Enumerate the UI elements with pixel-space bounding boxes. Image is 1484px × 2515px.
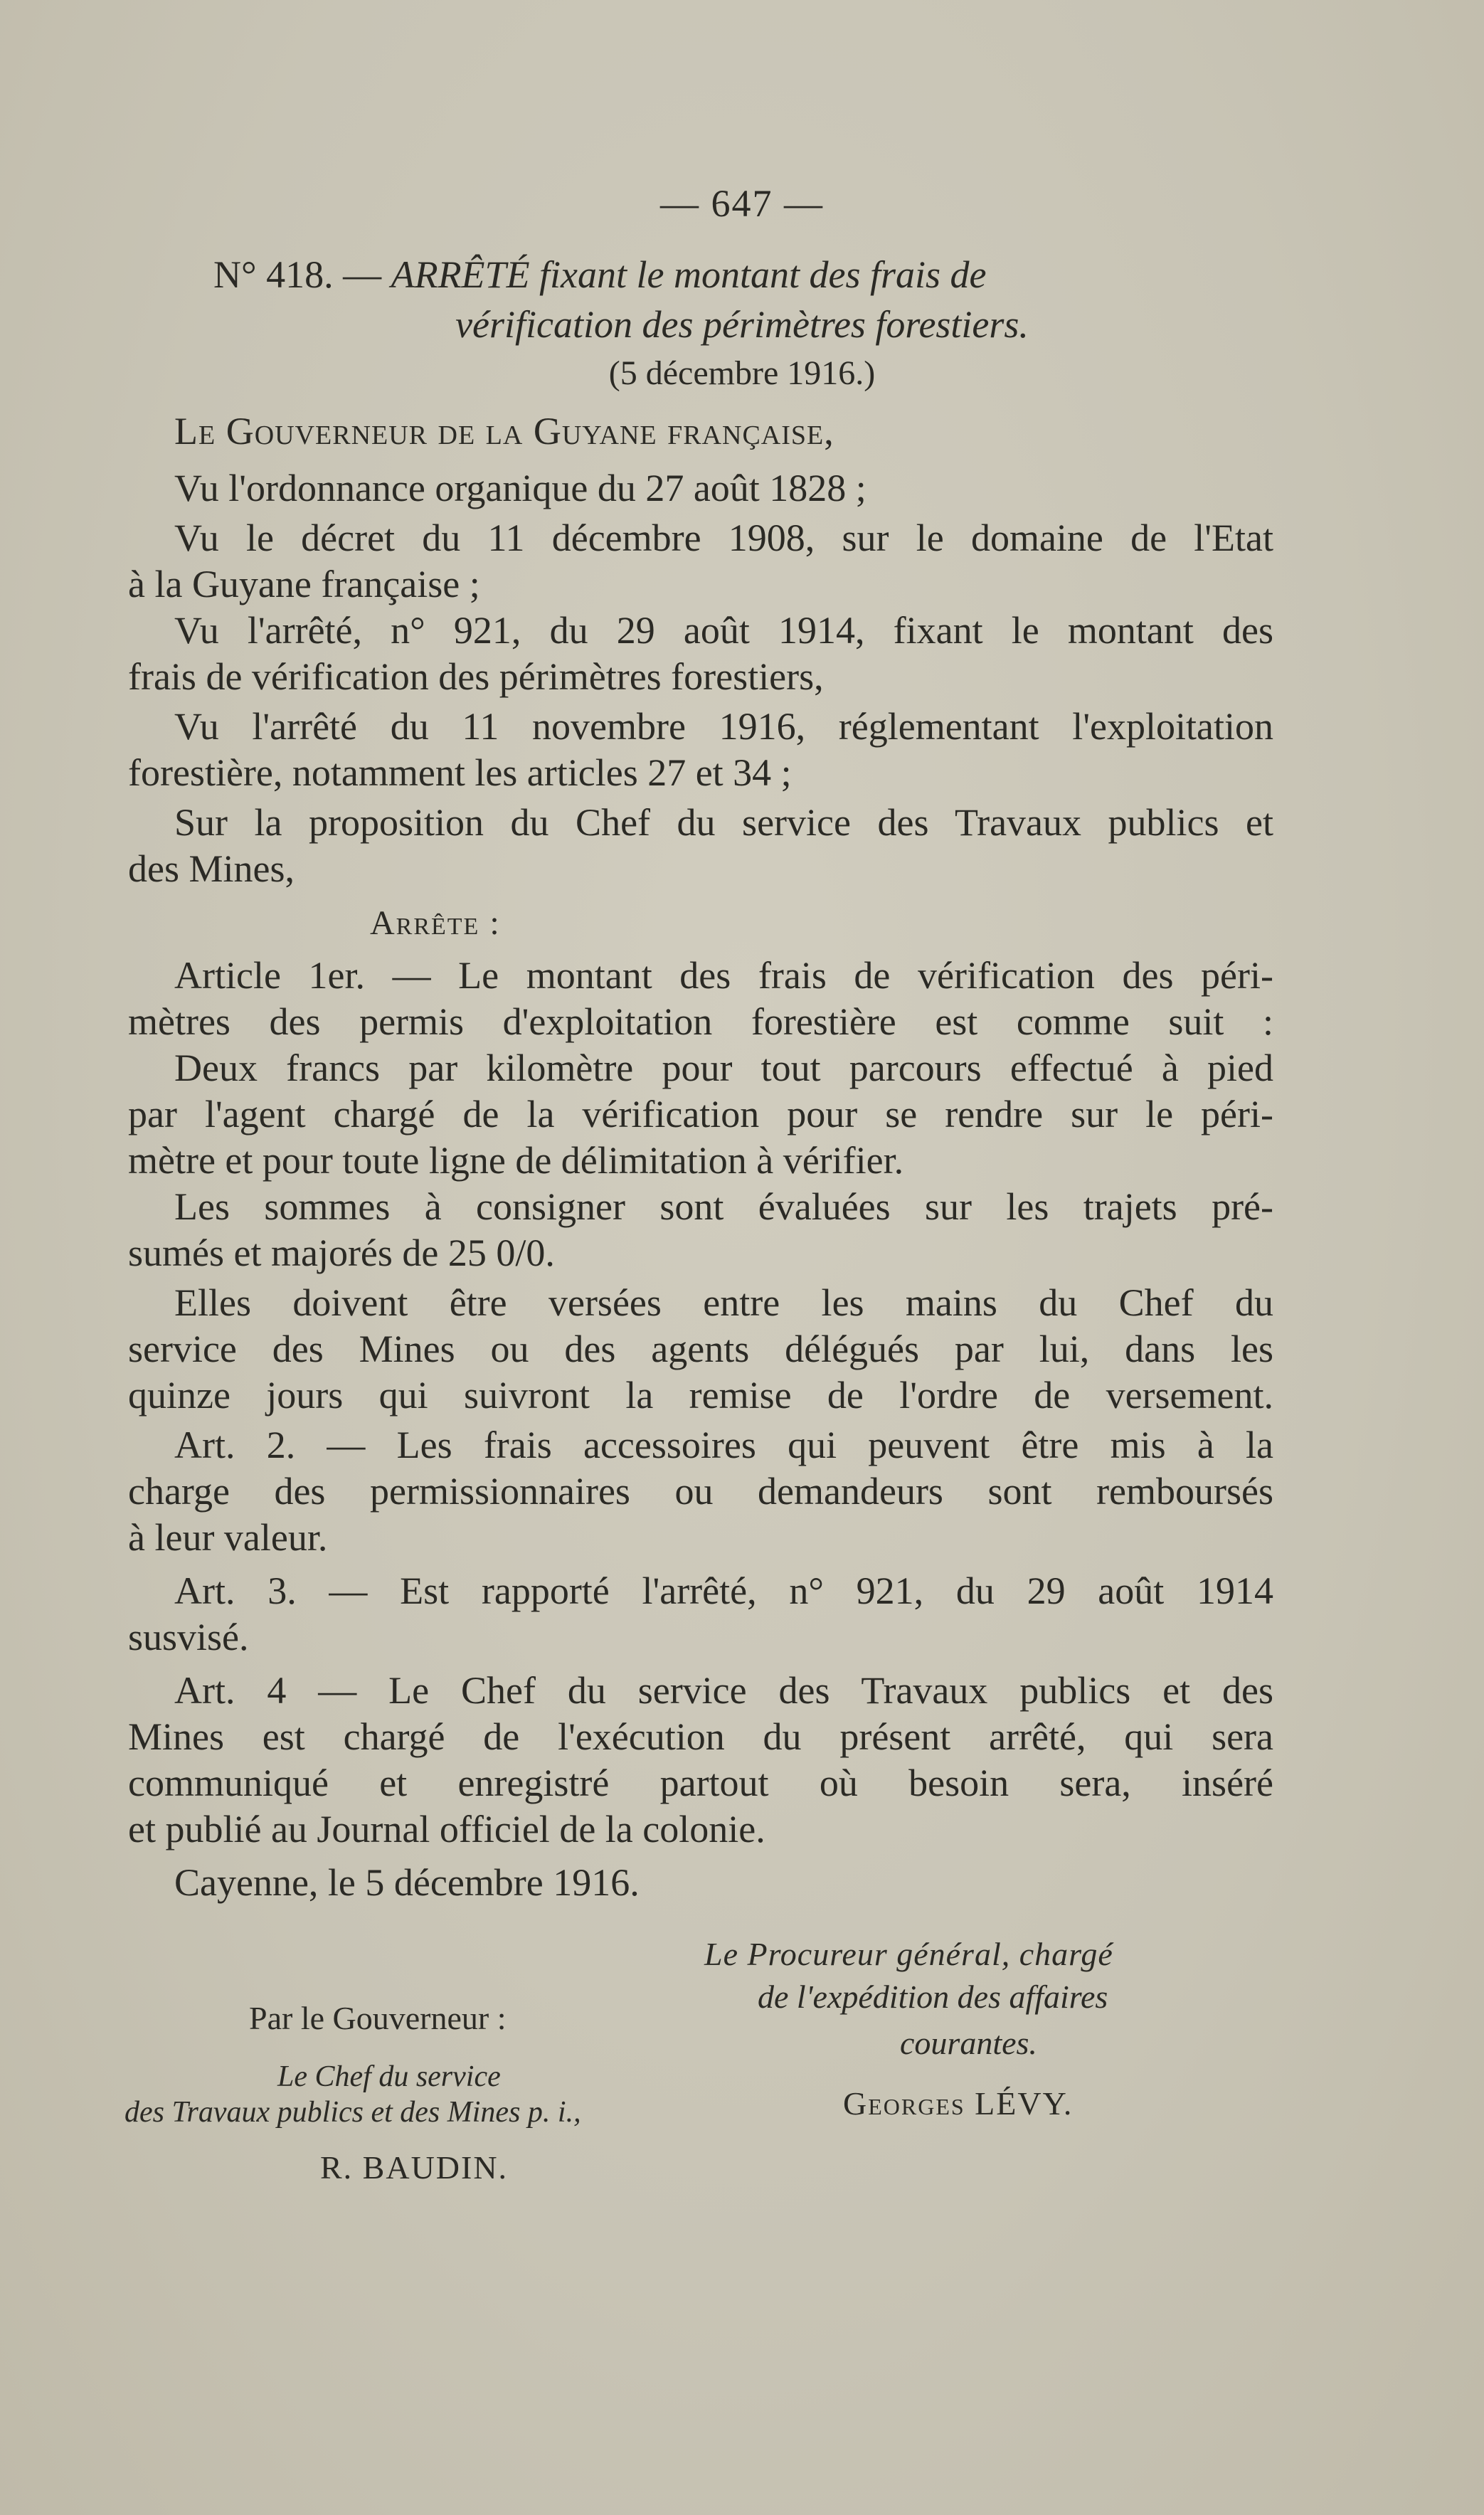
arrete-label: Arrête : xyxy=(370,904,501,942)
signature-left-line1: Par le Gouverneur : xyxy=(249,2000,507,2036)
article-line: Mines est chargé de l'exécution du présent arrêté, qui sera xyxy=(128,1715,1273,1758)
preamble-line: Sur la proposition du Chef du service des Travaux publics et xyxy=(174,801,1273,844)
article-line: Art. 3. — Est rapporté l'arrêté, n° 921, du 29 août 1914 xyxy=(174,1569,1273,1612)
article-line: Deux francs par kilomètre pour tout parcours effectué à pied xyxy=(174,1047,1273,1089)
preamble-line: Vu l'arrêté du 11 novembre 1916, réglementant l'exploitation xyxy=(174,705,1273,748)
signature-right-line1: Le Procureur général, chargé xyxy=(704,1936,1113,1972)
article-line: susvisé. xyxy=(128,1616,249,1658)
preamble-line: à la Guyane française ; xyxy=(128,563,480,605)
decree-title-line1: ARRÊTÉ fixant le montant des frais de xyxy=(391,253,987,296)
article-line: et publié au Journal officiel de la colonie. xyxy=(128,1808,765,1850)
preamble-line: Vu l'arrêté, n° 921, du 29 août 1914, fixant le montant des xyxy=(174,609,1273,652)
article-line: Art. 2. — Les frais accessoires qui peuvent être mis à la xyxy=(174,1424,1273,1466)
article-line: sumés et majorés de 25 0/0. xyxy=(128,1232,555,1274)
article-line: mètre et pour toute ligne de délimitation à vérifier. xyxy=(128,1139,904,1182)
place-date-line: Cayenne, le 5 décembre 1916. xyxy=(174,1861,640,1904)
article-line: Elles doivent être versées entre les mains du Chef du xyxy=(174,1281,1273,1324)
signature-right-line2: de l'expédition des affaires xyxy=(758,1979,1108,2015)
article-line: Les sommes à consigner sont évaluées sur les trajets pré- xyxy=(174,1185,1273,1228)
preamble-line: Vu le décret du 11 décembre 1908, sur le domaine de l'Etat xyxy=(174,517,1273,559)
article-line: Art. 4 — Le Chef du service des Travaux publics et des xyxy=(174,1669,1273,1712)
article-line: charge des permissionnaires ou demandeurs sont remboursés xyxy=(128,1470,1273,1513)
decree-title-line2: vérification des périmètres forestiers. xyxy=(455,303,1029,346)
article-line: quinze jours qui suivront la remise de l'ordre de versement. xyxy=(128,1374,1273,1417)
signature-left-name: R. BAUDIN. xyxy=(320,2149,509,2186)
preamble-line: forestière, notamment les articles 27 et 34 ; xyxy=(128,751,792,794)
signature-left-line3: des Travaux publics et des Mines p. i., xyxy=(124,2096,581,2129)
article-line: communiqué et enregistré partout où besoin sera, inséré xyxy=(128,1762,1273,1804)
preamble-line: Vu l'ordonnance organique du 27 août 1828 ; xyxy=(174,467,866,509)
preamble-line: Le Gouverneur de la Guyane française, xyxy=(174,410,834,452)
article-line: mètres des permis d'exploitation forestière est comme suit : xyxy=(128,1000,1273,1043)
article-line: service des Mines ou des agents délégués par lui, dans les xyxy=(128,1328,1273,1370)
decree-number: N° 418. — xyxy=(213,253,391,296)
signature-right-name: Georges LÉVY. xyxy=(843,2085,1074,2122)
article-line: à leur valeur. xyxy=(128,1516,328,1559)
signature-right-line3: courantes. xyxy=(900,2025,1037,2061)
signature-left-line2: Le Chef du service xyxy=(277,2060,501,2093)
preamble-line: frais de vérification des périmètres forestiers, xyxy=(128,655,824,698)
article-line: par l'agent chargé de la vérification pour se rendre sur le péri- xyxy=(128,1093,1273,1135)
preamble-line: des Mines, xyxy=(128,847,295,890)
decree-heading xyxy=(213,253,987,297)
page-number: — 647 — xyxy=(660,182,824,225)
decree-date: (5 décembre 1916.) xyxy=(608,354,876,392)
article-line: Article 1er. — Le montant des frais de vérification des péri- xyxy=(174,954,1273,997)
